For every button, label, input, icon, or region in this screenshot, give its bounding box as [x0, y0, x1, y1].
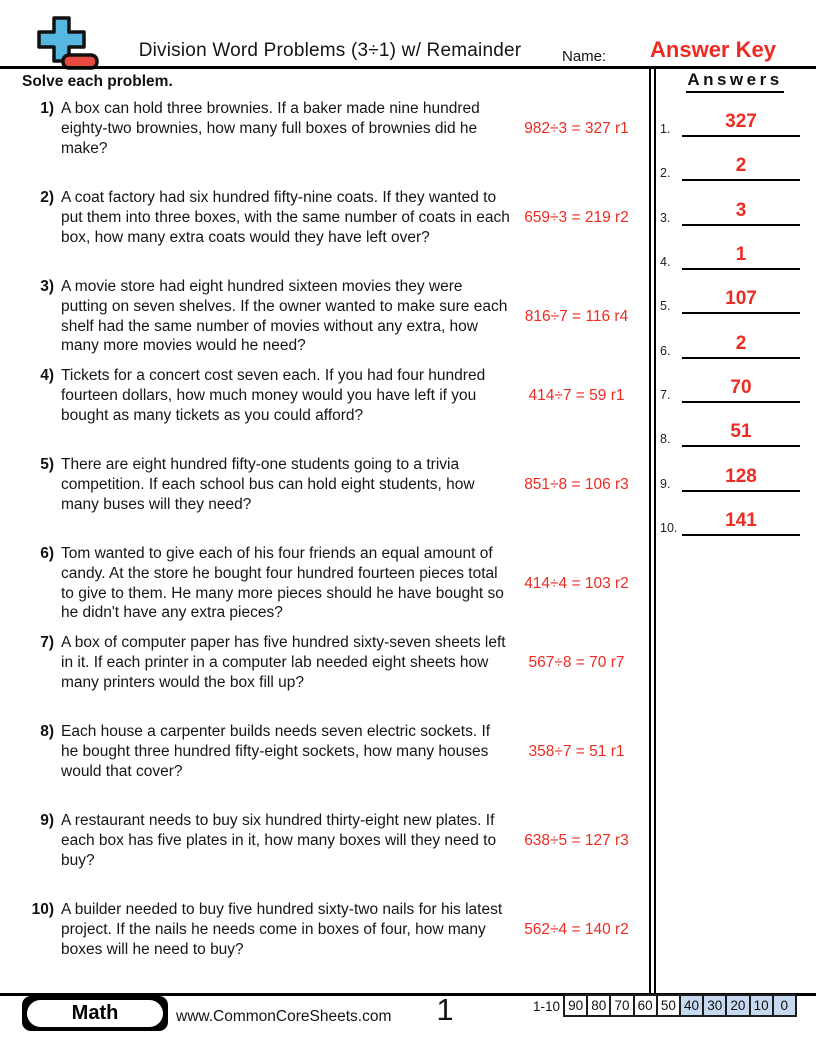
- problem-text: A movie store had eight hundred sixteen movies they were putting on seven shelves. If the owner wanted to make sure each shelf had the same number of movies without any extra, how many more movies would he need?: [61, 278, 508, 355]
- problem-row: [26, 722, 642, 781]
- problem-equation-answer: 659÷3 = 219 r2: [524, 208, 629, 226]
- answer-row: [658, 372, 808, 403]
- answer-blank-line: [682, 333, 800, 359]
- problem-text: There are eight hundred fifty-one students going to a trivia competition. If each school bus can hold eight students, how many buses will they need?: [61, 456, 475, 513]
- problem-text: Tom wanted to give each of his four friends an equal amount of candy. At the store he bought four hundred fourteen pieces total to give to them. He many more pieces should he have bought so he didn't have any extra pieces?: [61, 545, 504, 622]
- problem-text: A coat factory had six hundred fifty-nine coats. If they wanted to put them into three boxes, with the same number of coats in each box, how many extra coats would they have left over?: [61, 189, 510, 246]
- problem-number: 9): [40, 812, 54, 829]
- score-cell: 0: [772, 994, 797, 1017]
- answer-number: 6.: [660, 344, 671, 358]
- answer-blank-line: [682, 377, 800, 403]
- score-cell: 90: [563, 994, 588, 1017]
- score-cell: 20: [725, 994, 750, 1017]
- answer-value: 2: [735, 333, 747, 354]
- score-cell: 10: [749, 994, 774, 1017]
- answer-number: 7.: [660, 388, 671, 402]
- answer-blank-line: [682, 510, 800, 536]
- answer-number: 2.: [660, 166, 671, 180]
- problem-equation-answer: 414÷4 = 103 r2: [524, 574, 629, 592]
- answer-blank-line: [682, 244, 800, 270]
- answer-value: 70: [730, 377, 752, 398]
- answer-number: 9.: [660, 477, 671, 491]
- instruction-text: Solve each problem.: [22, 73, 173, 90]
- answer-blank-line: [682, 466, 800, 492]
- score-cell: 30: [702, 994, 727, 1017]
- problem-text: A builder needed to buy five hundred sixty-two nails for his latest project. If the nails he needs come in boxes of four, how many boxes will he need to buy?: [61, 901, 503, 958]
- answer-row: [658, 195, 808, 226]
- score-cell: 70: [609, 994, 634, 1017]
- problem-number: 5): [40, 456, 54, 473]
- problem-text: Each house a carpenter builds needs seven electric sockets. If he bought three hundred fifty-eight sockets, how many houses would that cover?: [61, 723, 491, 780]
- answer-blank-line: [682, 111, 800, 137]
- score-cell: 50: [656, 994, 681, 1017]
- answer-blank-line: [682, 421, 800, 447]
- answer-key-text: Answer Key: [650, 37, 776, 62]
- website-url: www.CommonCoreSheets.com: [176, 1008, 392, 1025]
- problem-row: [26, 99, 642, 158]
- problem-equation-answer: 358÷7 = 51 r1: [528, 742, 625, 760]
- problem-row: [26, 455, 642, 514]
- problem-text: A box of computer paper has five hundred sixty-seven sheets left in it. If each printer in a computer lab needed eight sheets how many printers would the box fill up?: [61, 634, 506, 691]
- score-grid: [563, 994, 797, 1017]
- answer-value: 3: [735, 200, 747, 221]
- answer-number: 8.: [660, 432, 671, 446]
- score-range-label: 1-10: [532, 999, 560, 1014]
- answer-row: [658, 416, 808, 447]
- problem-equation-answer: 414÷7 = 59 r1: [528, 386, 625, 404]
- answer-row: [658, 461, 808, 492]
- problem-row: [26, 188, 642, 247]
- worksheet-title: Division Word Problems (3÷1) w/ Remainder: [138, 40, 522, 61]
- problem-equation-answer: 567÷8 = 70 r7: [528, 653, 625, 671]
- score-cell: 60: [633, 994, 658, 1017]
- score-cell: 40: [679, 994, 704, 1017]
- answer-row: [658, 505, 808, 536]
- problem-text: A box can hold three brownies. If a baker made nine hundred eighty-two brownies, how many full boxes of brownies did he make?: [61, 100, 480, 157]
- problem-equation-answer: 562÷4 = 140 r2: [524, 920, 629, 938]
- answer-value: 107: [725, 288, 757, 309]
- answer-row: [658, 239, 808, 270]
- problem-row: [26, 900, 642, 959]
- answer-row: [658, 150, 808, 181]
- math-badge-label: Math: [27, 1000, 163, 1027]
- answer-blank-line: [682, 288, 800, 314]
- answer-row: [658, 283, 808, 314]
- problem-number: 2): [40, 189, 54, 206]
- problem-number: 7): [40, 634, 54, 651]
- problem-number: 10): [31, 901, 54, 918]
- problem-equation-answer: 982÷3 = 327 r1: [524, 119, 629, 137]
- score-cell: 80: [586, 994, 611, 1017]
- answer-value: 2: [735, 155, 747, 176]
- answer-value: 128: [725, 466, 757, 487]
- answer-number: 3.: [660, 211, 671, 225]
- answer-number: 1.: [660, 122, 671, 136]
- answer-value: 141: [725, 510, 757, 531]
- problem-row: [26, 544, 642, 623]
- answer-value: 327: [725, 111, 757, 132]
- answer-row: [658, 328, 808, 359]
- answer-number: 5.: [660, 299, 671, 313]
- answer-row: [658, 106, 808, 137]
- answer-blank-line: [682, 200, 800, 226]
- name-label: Name:: [562, 48, 607, 65]
- answers-panel-header: [660, 70, 810, 93]
- answers-divider: [649, 68, 656, 993]
- problem-number: 8): [40, 723, 54, 740]
- problem-number: 3): [40, 278, 54, 295]
- answer-blank-line: [682, 155, 800, 181]
- problem-number: 4): [40, 367, 54, 384]
- problem-equation-answer: 816÷7 = 116 r4: [524, 307, 629, 325]
- header-rule: [0, 66, 816, 69]
- page-number: 1: [436, 992, 454, 1027]
- problem-text: A restaurant needs to buy six hundred thirty-eight new plates. If each box has five plates in it, how many boxes will they need to buy?: [61, 812, 497, 869]
- answers-title: Answers: [686, 70, 783, 93]
- math-badge: [22, 996, 168, 1031]
- problem-row: [26, 366, 642, 425]
- answer-number: 4.: [660, 255, 671, 269]
- problem-number: 6): [40, 545, 54, 562]
- problem-equation-answer: 638÷5 = 127 r3: [524, 831, 629, 849]
- problem-text: Tickets for a concert cost seven each. If you had four hundred fourteen dollars, how much money would you have left if you bought as many tickets as you could afford?: [61, 367, 486, 424]
- answer-number: 10.: [660, 521, 678, 535]
- problem-equation-answer: 851÷8 = 106 r3: [524, 475, 629, 493]
- problem-row: [26, 633, 642, 692]
- answer-value: 51: [730, 421, 752, 442]
- problem-row: [26, 811, 642, 870]
- answer-value: 1: [735, 244, 747, 265]
- problem-number: 1): [40, 100, 54, 117]
- problem-row: [26, 277, 642, 356]
